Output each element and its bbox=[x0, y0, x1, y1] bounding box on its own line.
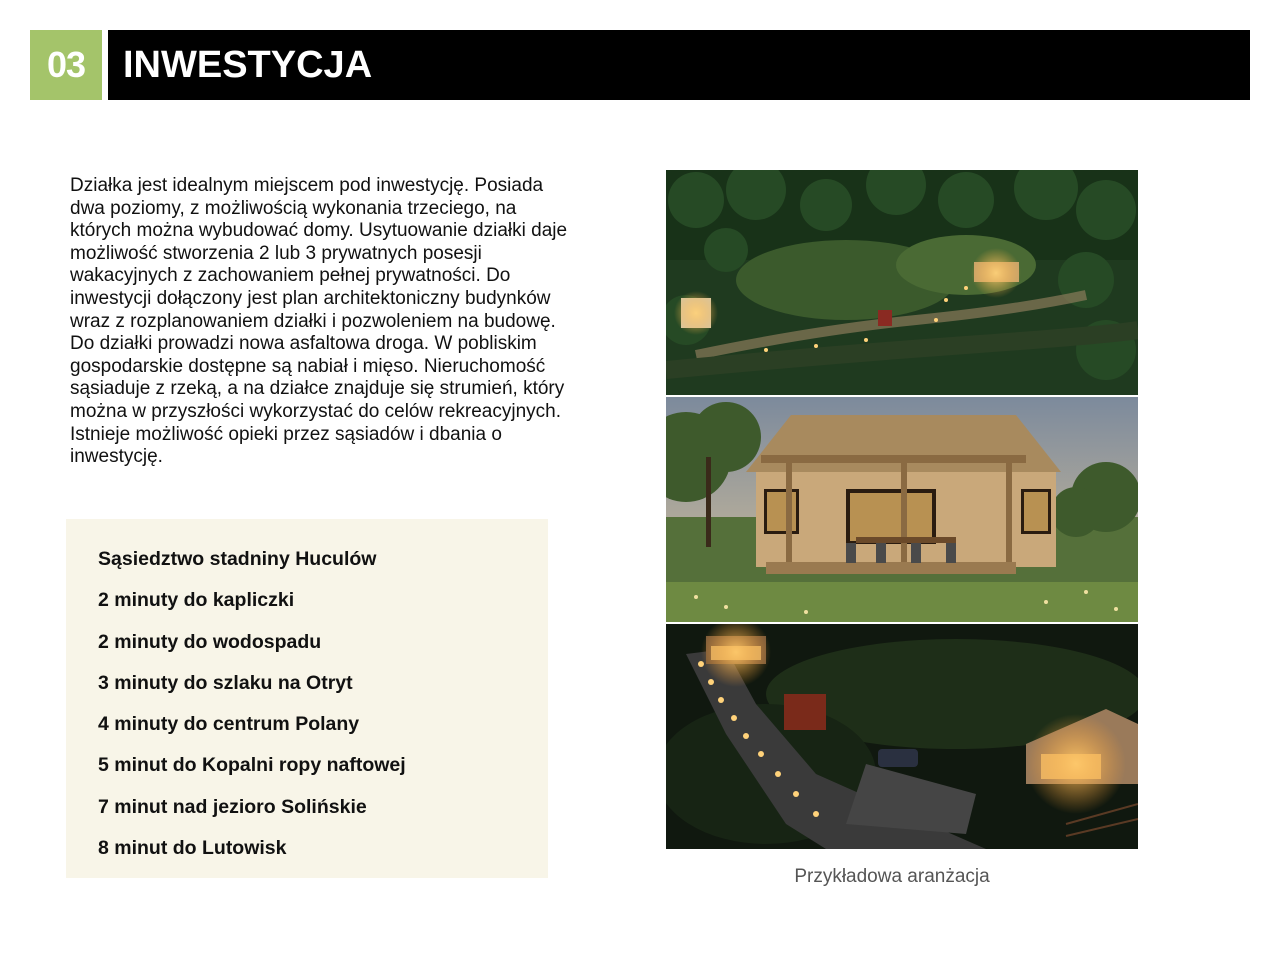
feature-item: Sąsiedztwo stadniny Huculów bbox=[98, 548, 377, 570]
feature-item: 2 minuty do wodospadu bbox=[98, 630, 322, 653]
feature-item: 4 minuty do centrum Polany bbox=[98, 713, 360, 736]
section-title-bar bbox=[108, 30, 1250, 100]
features-list bbox=[98, 547, 548, 877]
photo-collage bbox=[666, 170, 1138, 849]
description-text: Działka jest idealnym miejscem pod inwestycję. Posiada dwa poziomy, z możliwością wykonania trzeciego, na których można wybudować domy. Usytuowanie działki daje możliwość stworzenia 2 lub 3 prywatnych posesji wakacyjnych z zachowaniem pełnej prywatności. Do inwestycji dołączony jest plan architektoniczny budynków wraz z rozplanowaniem działki i pozwoleniem na budowę. Do działki prowadzi nowa asfaltowa droga. W pobliskim gospodarskie dostępne są nabiał i mięso. Nieruchomość sąsiaduje z rzeką, a na działce znajduje się strumień, który można w przyszłości wykorzystać do celów rekreacyjnych. Istnieje możliwość opieki przez sąsiadów i dbania o inwestycję. bbox=[70, 175, 568, 468]
feature-item: 2 minuty do kapliczki bbox=[98, 589, 295, 612]
feature-item: 3 minuty do szlaku na Otryt bbox=[98, 671, 353, 694]
night-photo bbox=[666, 624, 1138, 849]
features-box bbox=[66, 519, 548, 878]
section-title: INWESTYCJA bbox=[123, 43, 373, 86]
section-number: 03 bbox=[30, 30, 102, 100]
feature-item: 5 minut do Kopalni ropy naftowej bbox=[98, 754, 406, 777]
cabin-photo bbox=[666, 397, 1138, 622]
feature-item: 8 minut do Lutowisk bbox=[98, 837, 287, 860]
photo-caption: Przykładowa aranżacja bbox=[794, 866, 990, 887]
aerial-photo bbox=[666, 170, 1138, 395]
feature-item: 7 minut nad jezioro Solińskie bbox=[98, 795, 367, 818]
